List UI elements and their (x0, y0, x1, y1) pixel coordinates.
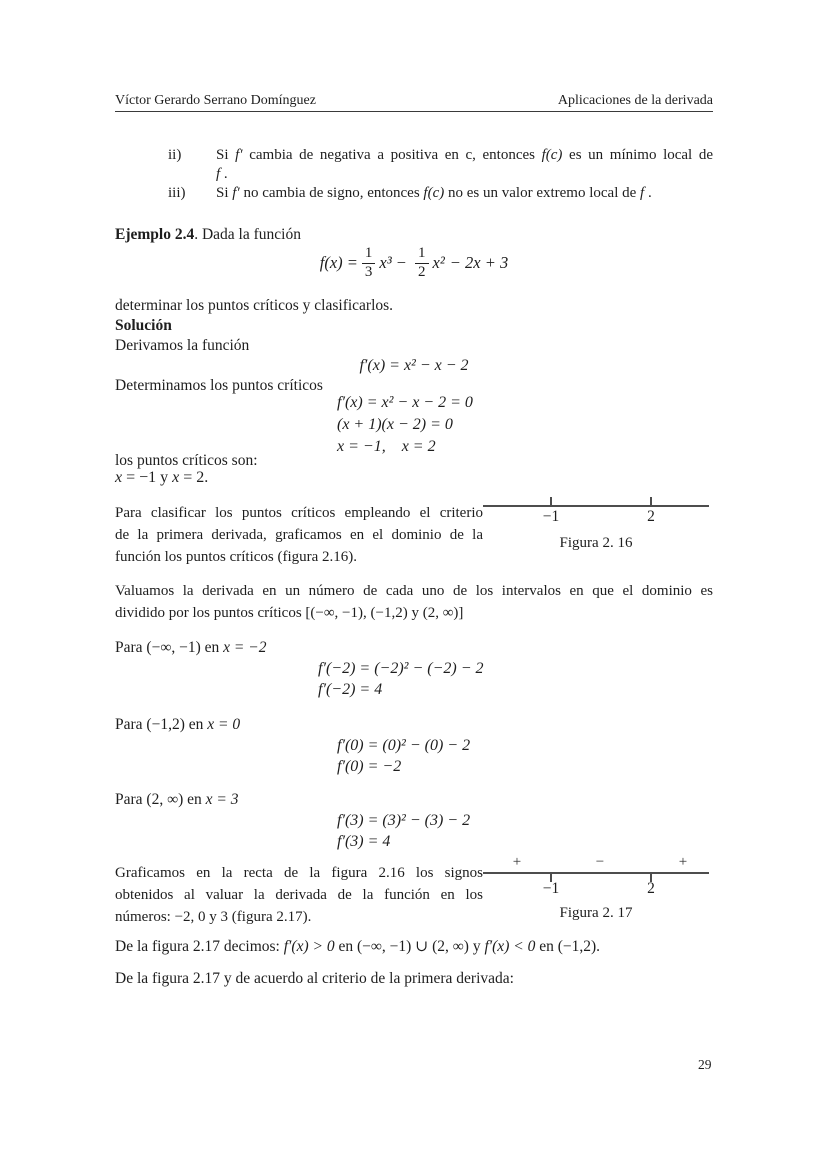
interval-3-label: Para (2, ∞) en x = 3 (115, 791, 239, 808)
figure17-caption: Figura 2. 17 (559, 905, 633, 921)
criteria-list (168, 146, 713, 203)
list-marker-ii: ii) (168, 147, 182, 163)
figure17-label-minus1: −1 (542, 880, 560, 897)
paragraph-line: función los puntos críticos (figura 2.16). (115, 549, 358, 565)
paragraph-line: dividido por los puntos críticos [(−∞, −1), (−1,2) y (2, ∞)] (115, 605, 464, 621)
list-item-ii-line2: f . (216, 166, 228, 182)
paragraph-line: Valuamos la derivada en un número de cada uno de los intervalos en que el dominio es (115, 583, 713, 599)
page-number: 29 (698, 1057, 712, 1072)
interval-3-equations (337, 810, 470, 852)
fraction-one-half (415, 246, 429, 281)
conclusion-criterion: De la figura 2.17 y de acuerdo al criterio de la primera derivada: (115, 970, 514, 987)
equation-line: (x + 1)(x − 2) = 0 (337, 416, 453, 433)
page-header (115, 92, 713, 112)
figure17-label-2: 2 (647, 880, 655, 897)
fraction-one-third (362, 246, 376, 281)
figure17-sign-minus-middle: − (595, 854, 605, 870)
figure16-caption: Figura 2. 16 (559, 535, 633, 551)
fraction-denominator: 2 (418, 263, 426, 280)
list-item-ii-text (216, 146, 713, 184)
equation-line: f′(0) = (0)² − (0) − 2 (337, 737, 471, 754)
paragraph-line: obtenidos al valuar la derivada de la función en los (115, 887, 483, 903)
interval-2-equations (337, 735, 470, 777)
list-item-iii (168, 184, 713, 203)
equation-line: f′(0) = −2 (337, 758, 402, 775)
evaluate-paragraph (115, 580, 713, 624)
task-line: determinar los puntos críticos y clasificarlos. (115, 297, 394, 314)
derive-label: Derivamos la función (115, 337, 250, 354)
header-author: Víctor Gerardo Serrano Domínguez (115, 93, 316, 108)
equation-line: f′(−2) = (−2)² − (−2) − 2 (318, 660, 484, 677)
paragraph-line: Para clasificar los puntos críticos empleando el criterio (115, 505, 483, 521)
figure17-sign-plus-right: + (678, 854, 688, 870)
figure16-number-line (483, 505, 709, 507)
fraction-denominator: 3 (364, 263, 373, 280)
interval-1-label: Para (−∞, −1) en x = −2 (115, 639, 267, 656)
derivative-equation: f′(x) = x² − x − 2 (359, 357, 469, 374)
header-section-title: Aplicaciones de la derivada (557, 93, 713, 108)
determine-label: Determinamos los puntos críticos (115, 377, 323, 394)
list-item-iii-text: Si f′ no cambia de signo, entonces f(c) no es un valor extremo local de f . (216, 185, 652, 201)
formula-minus-op: − (396, 253, 406, 273)
figure17-sign-plus-left: + (512, 854, 522, 870)
equation-line: f′(x) = x² − x − 2 = 0 (337, 394, 473, 411)
figure16-label-2: 2 (647, 508, 655, 525)
paragraph-line: de la primera derivada, graficamos en el dominio de la (115, 527, 483, 543)
list-item-ii-line1: Si f′ cambia de negativa a positiva en c, entonces f(c) es un mínimo local de (216, 147, 713, 163)
equation-line: f′(3) = (3)² − (3) − 2 (337, 812, 471, 829)
formula-term1: x³ (379, 253, 392, 273)
example-heading (115, 225, 301, 244)
figure17-number-line (483, 872, 709, 874)
figure16-tick-2 (650, 497, 652, 506)
function-formula (115, 246, 713, 281)
fraction-numerator: 1 (362, 246, 376, 264)
list-marker-iii: iii) (168, 185, 186, 201)
figure-2-16 (483, 497, 709, 557)
figure16-label-minus1: −1 (542, 508, 560, 525)
list-item-ii (168, 146, 713, 184)
critical-point-equations (337, 392, 473, 458)
example-label-rest: . Dada la función (194, 226, 301, 243)
figure16-tick-minus1 (550, 497, 552, 506)
paragraph-line: números: −2, 0 y 3 (figura 2.17). (115, 909, 312, 925)
fraction-numerator: 1 (415, 246, 429, 264)
solution-label: Solución (115, 317, 172, 334)
critical-result: x = −1 y x = 2. (115, 469, 209, 486)
example-label: Ejemplo 2.4 (115, 226, 195, 243)
equation-line: f′(3) = 4 (337, 833, 391, 850)
equation-line: f′(−2) = 4 (318, 681, 383, 698)
critical-result-label: los puntos críticos son: (115, 452, 258, 469)
interval-1-equations (318, 658, 484, 700)
classify-paragraph (115, 502, 483, 568)
formula-tail: − 2x + 3 (449, 253, 509, 273)
figure-2-17 (483, 853, 709, 928)
equation-line: x = −1, x = 2 (337, 438, 436, 455)
formula-lhs: f(x) = (319, 253, 358, 273)
paragraph-line: Graficamos en la recta de la figura 2.16 los signos (115, 865, 483, 881)
interval-2-label: Para (−1,2) en x = 0 (115, 716, 241, 733)
formula-term2: x² (432, 253, 445, 273)
signs-paragraph (115, 862, 483, 928)
conclusion-sign-analysis: De la figura 2.17 decimos: f′(x) > 0 en (−∞, −1) ∪ (2, ∞) y f′(x) < 0 en (−1,2). (115, 938, 601, 955)
